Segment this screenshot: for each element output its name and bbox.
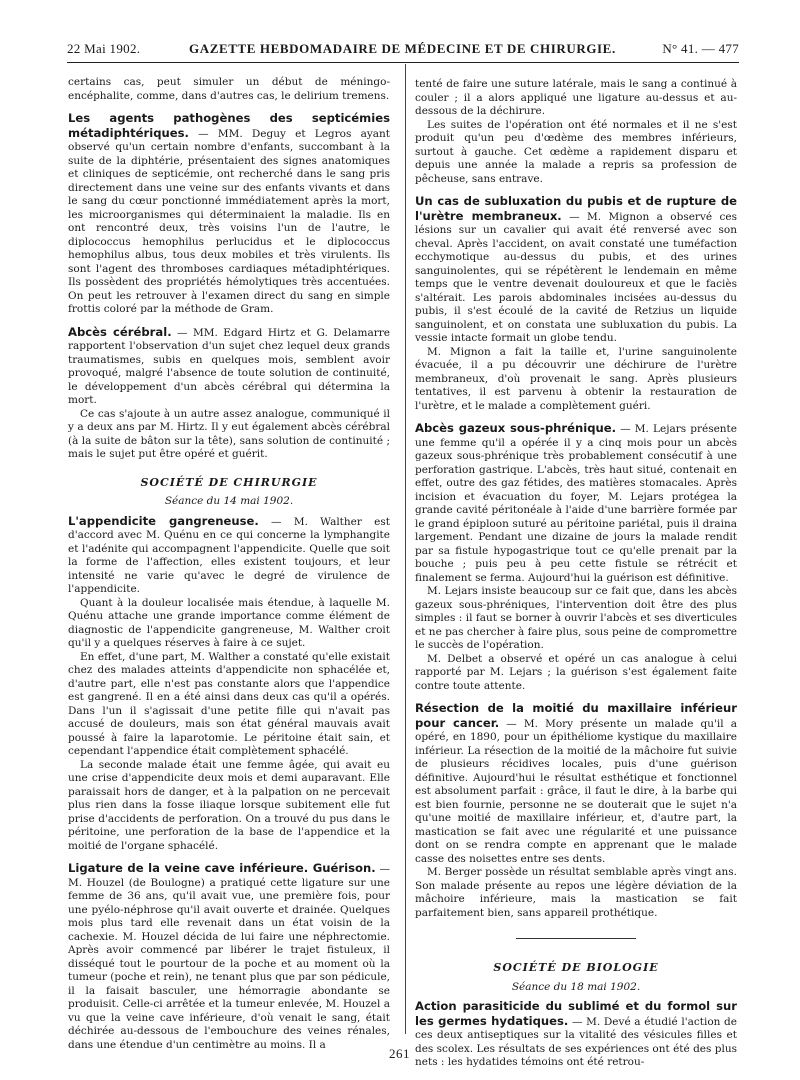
section-separator <box>516 938 636 939</box>
article-text: — M. Mory présente un malade qu'il a opéré, en 1890, pour un épithéliome kystique du maxillaire inférieur. La résection de la moitié de la mâchoire fut suivie de plusieurs récidives locales, puis d'une guérison définitive. Aujourd'hui le résultat esthétique et fonctionnel est absolument parfait : grâce, il faut le dire, à la barbe qui est bien fournie, personne ne se douterait que le sujet n'a qu'une moitié de maxillaire inférieur, et, d'autre part, la mastication se fait avec une régularité et une puissance dont on se rendra compte en apprenant que le malade casse des noisettes entre ses dents. <box>415 717 737 865</box>
article-sublime-formol <box>415 1000 737 1070</box>
article-title: Ligature de la veine cave inférieure. Guérison. <box>68 861 376 875</box>
article-title: Un cas de subluxation du pubis et de rupture de l'urètre membraneux. <box>415 194 737 223</box>
article-agents-pathogenes <box>68 112 390 317</box>
article-title: Abcès gazeux sous-phrénique. <box>415 421 617 435</box>
continued-paragraph: tenté de faire une suture latérale, mais le sang a continué à couler ; il a alors appliqué une ligature au-dessus et au-dessous de la déchirure. <box>415 78 737 117</box>
article-text: — MM. Edgard Hirtz et G. Delamarre rapportent l'observation d'un sujet chez lequel deux grands traumatismes, subis en quelques mois, semblent avoir provoqué, malgré l'absence de toute solution de continuité, le développement d'un abcès cérébral qui détermina la mort. <box>68 326 390 406</box>
article-title: Les agents pathogènes des septicémies métadiphtériques. <box>68 111 390 140</box>
article-text: — M. Devé a étudié l'action de ces deux antiseptiques sur la vitalité des vésicules filles et des scolex. Les résultats de ses expériences ont été des plus nets : les hydatides témoins ont été retrou- <box>415 1015 737 1068</box>
paragraph: Quant à la douleur localisée mais étendue, à laquelle M. Quénu attache une grande importance comme élément de diagnostic de l'appendicite gangreneuse, M. Walther croit qu'il y a quelques réserves à faire à ce sujet. <box>68 596 390 649</box>
article-title: Résection de la moitié du maxillaire inférieur pour cancer. <box>415 701 737 730</box>
column-divider <box>405 64 406 1034</box>
article-text: — M. Lejars présente une femme qu'il a opérée il y a cinq mois pour un abcès gazeux sous-phrénique très probablement consécutif à une perforation gastrique. L'abcès, très haut situé, contenait en effet, outre des gaz fétides, des matières stomacales. Après incision et évacuation du foyer, M. Lejars protégea la grande cavité péritonéale à l'aide d'une barrière formée par le grand épiploon suturé au péritoine pariétal, puis il draina largement. Pendant une dizaine de jours la malade rendit par sa fistule hypogastrique tout ce qu'elle prenait par la bouche ; puis peu à peu cette fistule se rétrécit et finalement se ferma. Aujourd'hui la guérison est définitive. <box>415 423 737 584</box>
article-text: — M. Houzel (de Boulogne) a pratiqué cette ligature sur une femme de 36 ans, qu'il avait vue, une première fois, pour une pyélo-néphrose qu'il avait ouverte et drainée. Quelques mois plus tard elle revenait dans un état voisin de la cachexie. M. Houzel décida de lui faire une néphrectomie. Après avoir commencé par libérer le trajet fistuleux, il disséqué tout le pourtour de la poche et au moment où la tumeur (poche et rein), ne tenant plus que par son pédicule, il la faisait basculer, une hémorragie abondante se produisit. Celle-ci arrêtée et la tumeur enlevée, M. Houzel a vu que la veine cave inférieure, d'où venait le sang, était déchirée au-dessous de l'embouchure des veines rénales, dans une étendue d'un centimètre au moins. Il a <box>68 863 390 1051</box>
journal-title: GAZETTE HEBDOMADAIRE DE MÉDECINE ET DE CHIRURGIE. <box>189 41 616 56</box>
paragraph: M. Delbet a observé et opéré un cas analogue à celui rapporté par M. Lejars ; la guérison s'est également faite contre toute attente. <box>415 652 737 692</box>
article-abces-cerebral <box>68 326 390 408</box>
article-text: — M. Walther est d'accord avec M. Quénu en ce qui concerne la lymphangite et l'adénite qui accompagnent l'appendicite. Quelle que soit la forme de l'affection, elles existent toujours, et leur intensité ne varie qu'avec le degré de virulence de l'appendicite. <box>68 515 390 595</box>
header-rule <box>67 62 739 63</box>
running-header <box>67 40 739 58</box>
article-subluxation <box>415 195 737 346</box>
article-title: Action parasiticide du sublimé et du formol sur les germes hydatiques. <box>415 999 737 1028</box>
right-column <box>415 78 737 1070</box>
issue-page-number: N° 41. — 477 <box>662 41 739 56</box>
paragraph: En effet, d'une part, M. Walther a constaté qu'elle existait chez des malades atteints d'appendicite non sphacélée et, d'autre part, elle n'est pas constante alors que l'appendice est gangrené. Il en a été ainsi dans deux cas qu'il a opérés. Dans l'un il s'agissait d'une petite fille qui n'avait pas accusé de douleurs, mais son état général mauvais avait poussé à faire la laparotomie. Le péritoine était sain, et cependant l'appendice était complètement sphacélé. <box>68 650 390 757</box>
article-text: — MM. Deguy et Legros ayant observé qu'un certain nombre d'enfants, succombant à la suite de la diphtérie, présentaient des signes anatomiques et cliniques de septicémie, ont recherché dans le sang pris directement dans une veine sur des enfants vivants et dans le sang du cœur ponctionné immédiatement après la mort, les microorganismes qui déterminaient la maladie. Ils en ont rencontré deux, très voisins l'un de l'autre, le diplococcus hemophilus perlucidus et le diplococcus hemophilus albus, tous deux mobiles et très virulents. Ils sont l'agent des thromboses cardiaques métadiphtériques. Ils possèdent des propriétés hémolytiques très accentuées. On peut les retrouver à l'examen direct du sang en simple frottis coloré par la méthode de Gram. <box>68 127 390 315</box>
paragraph: La seconde malade était une femme âgée, qui avait eu une crise d'appendicite deux mois et demi auparavant. Elle paraissait hors de danger, et à la palpation on ne percevait plus rien dans la fosse iliaque lorsque subitement elle fut prise d'accidents de perforation. On a trouvé du pus dans le péritoine, une perforation de la base de l'appendice et la moitié de l'organe sphacélé. <box>68 758 390 852</box>
session-date: Séance du 18 mai 1902. <box>511 980 641 993</box>
paragraph: M. Lejars insiste beaucoup sur ce fait que, dans les abcès gazeux sous-phréniques, l'intervention doit être des plus simples : il faut se borner à ouvrir l'abcès et ses diverticules et ne pas chercher à faire plus, sous peine de compromettre le succès de l'opération. <box>415 585 737 651</box>
session-date: Séance du 14 mai 1902. <box>164 495 294 507</box>
article-veine-cave <box>68 862 390 1052</box>
article-appendicite <box>68 515 390 597</box>
article-maxillaire <box>415 702 737 866</box>
paragraph: Les suites de l'opération ont été normales et il ne s'est produit qu'un peu d'œdème des membres inférieurs, surtout à gauche. Cet œdème a rapidement disparu et depuis une année la malade a repris sa profession de pêcheuse, sans entrave. <box>415 118 737 185</box>
paragraph: Ce cas s'ajoute à un autre assez analogue, communiqué il y a deux ans par M. Hirtz. Il y eut également abcès cérébral (à la suite de bâton sur la tête), sans solution de continuité ; mais le sujet put être opéré et guérit. <box>68 407 390 460</box>
article-title: L'appendicite gangreneuse. <box>68 513 259 528</box>
left-column <box>68 76 390 1052</box>
paragraph: M. Berger possède un résultat semblable après vingt ans. Son malade présente au repos une légère déviation de la mâchoire inférieure, mais la mastication se fait parfaitement bien, sans appareil prothétique. <box>415 866 737 919</box>
folio-number: 261 <box>389 1046 410 1061</box>
society-heading: SOCIÉTÉ DE CHIRURGIE <box>140 475 318 489</box>
issue-date: 22 Mai 1902. <box>67 41 141 56</box>
article-title: Abcès cérébral. <box>68 324 172 339</box>
society-heading: SOCIÉTÉ DE BIOLOGIE <box>493 961 659 974</box>
intro-paragraph: certains cas, peut simuler un début de méningo-encéphalite, comme, dans d'autres cas, le delirium tremens. <box>68 76 390 102</box>
paragraph: M. Mignon a fait la taille et, l'urine sanguinolente évacuée, il a pu découvrir une déchirure de l'urètre membraneux, d'où provenait le sang. Après plusieurs tentatives, il est parvenu à obtenir la restauration de l'urètre, et le malade a complètement guéri. <box>415 345 737 412</box>
article-text: — M. Mignon a observé ces lésions sur un cavalier qui avait été renversé avec son cheval. Après l'accident, on avait constaté une tuméfaction ecchymotique au-dessus du pubis, et des urines sanguinolentes, qui se répétèrent le lendemain en même temps que le ventre devenait douloureux et que le faciès s'altérait. Les parois abdominales incisées au-dessus du pubis, il s'est écoulé de la cavité de Retzius un liquide sanguinolent, et on constata une subluxation du pubis. La vessie intacte formait un globe tendu. <box>415 210 737 344</box>
article-sous-phrenique <box>415 422 737 585</box>
